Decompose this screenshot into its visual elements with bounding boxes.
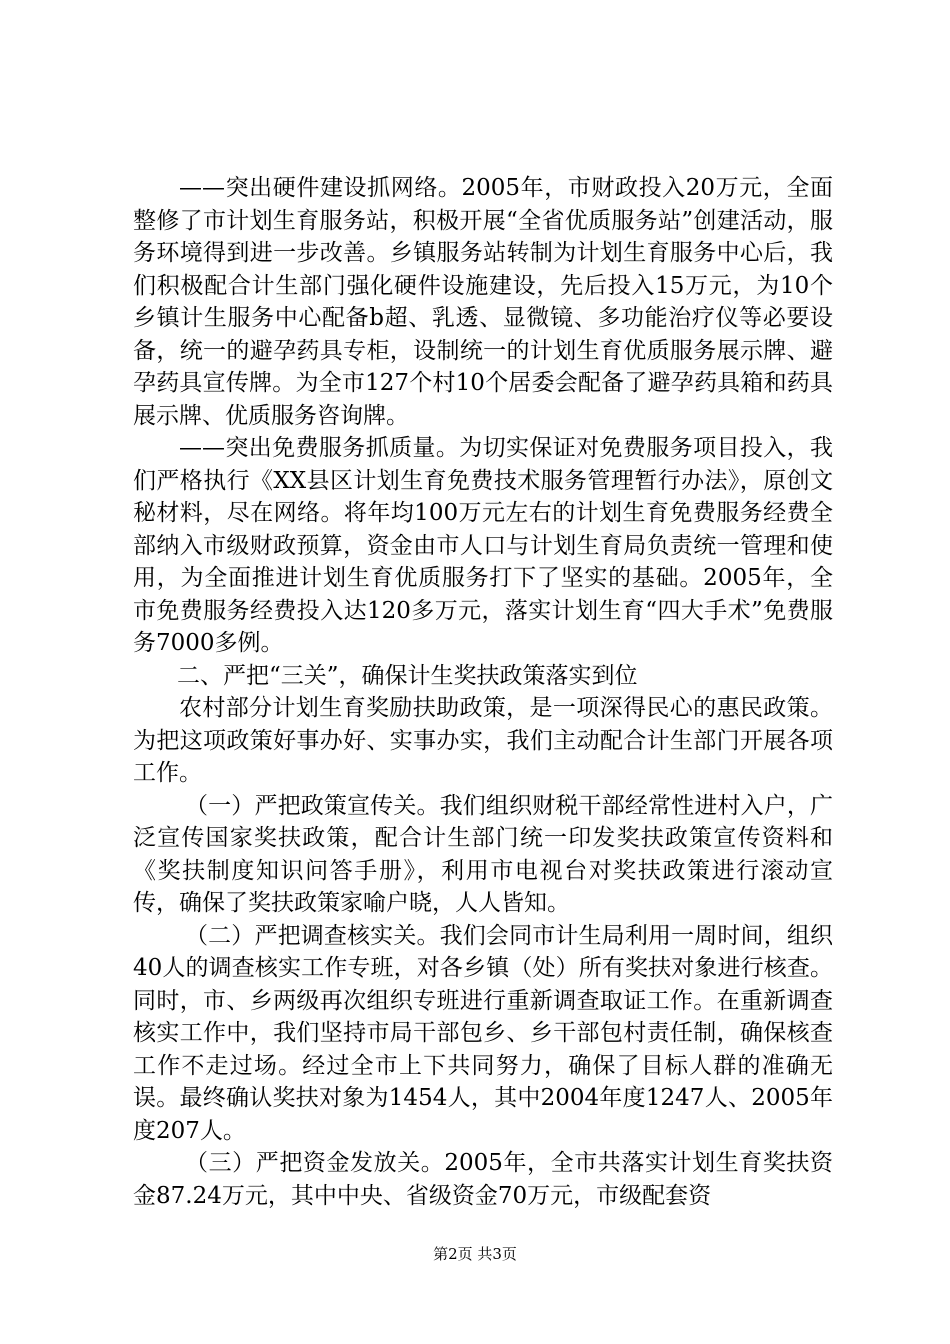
paragraph-hardware: ——突出硬件建设抓网络。2005年，市财政投入20万元，全面整修了市计划生育服务站，积极开展“全省优质服务站”创建活动，服务环境得到进一步改善。乡镇服务站转制为计划生育服务中心后，我们积极配合计生部门强化硬件设施建设，先后投入15万元，为10个乡镇计生服务中心配备b超、乳透、显微镜、多功能治疗仪等必要设备，统一的避孕药具专柜，设制统一的计划生育优质服务展示牌、避孕药具宣传牌。为全市127个村10个居委会配备了避孕药具箱和药具展示牌、优质服务咨询牌。 (133, 175, 833, 429)
document-body (133, 172, 833, 1212)
paragraph-free-service: ——突出免费服务抓质量。为切实保证对免费服务项目投入，我们严格执行《XX县区计划生育免费技术服务管理暂行办法》，原创文秘材料，尽在网络。将年均100万元左右的计划生育免费服务经费全部纳入市级财政预算，资金由市人口与计划生育局负责统一管理和使用，为全面推进计划生育优质服务打下了坚实的基础。2005年，全市免费服务经费投入达120多万元，落实计划生育“四大手术”免费服务7000多例。 (133, 435, 833, 656)
paragraph-policy-publicity: （一）严把政策宣传关。我们组织财税干部经常性进村入户，广泛宣传国家奖扶政策，配合计生部门统一印发奖扶政策宣传资料和《奖扶制度知识问答手册》，利用市电视台对奖扶政策进行滚动宣传，确保了奖扶政策家喻户晓，人人皆知。 (133, 792, 833, 916)
page-number-footer: 第2页 共3页 (433, 1245, 517, 1263)
paragraph-fund-distribution: （三）严把资金发放关。2005年，全市共落实计划生育奖扶资金87.24万元，其中中央、省级资金70万元，市级配套资 (133, 1150, 833, 1209)
section-heading-three-checks: 二、严把“三关”，确保计生奖扶政策落实到位 (177, 662, 638, 689)
paragraph-rural-policy: 农村部分计划生育奖励扶助政策，是一项深得民心的惠民政策。为把这项政策好事办好、实事办实，我们主动配合计生部门开展各项工作。 (133, 695, 833, 786)
paragraph-investigation: （二）严把调查核实关。我们会同市计生局利用一周时间，组织40人的调查核实工作专班，对各乡镇（处）所有奖扶对象进行核查。同时，市、乡两级再次组织专班进行重新调查取证工作。在重新调查核实工作中，我们坚持市局干部包乡、乡干部包村责任制，确保核查工作不走过场。经过全市上下共同努力，确保了目标人群的准确无误。最终确认奖扶对象为1454人，其中2004年度1247人、2005年度207人。 (133, 922, 833, 1144)
